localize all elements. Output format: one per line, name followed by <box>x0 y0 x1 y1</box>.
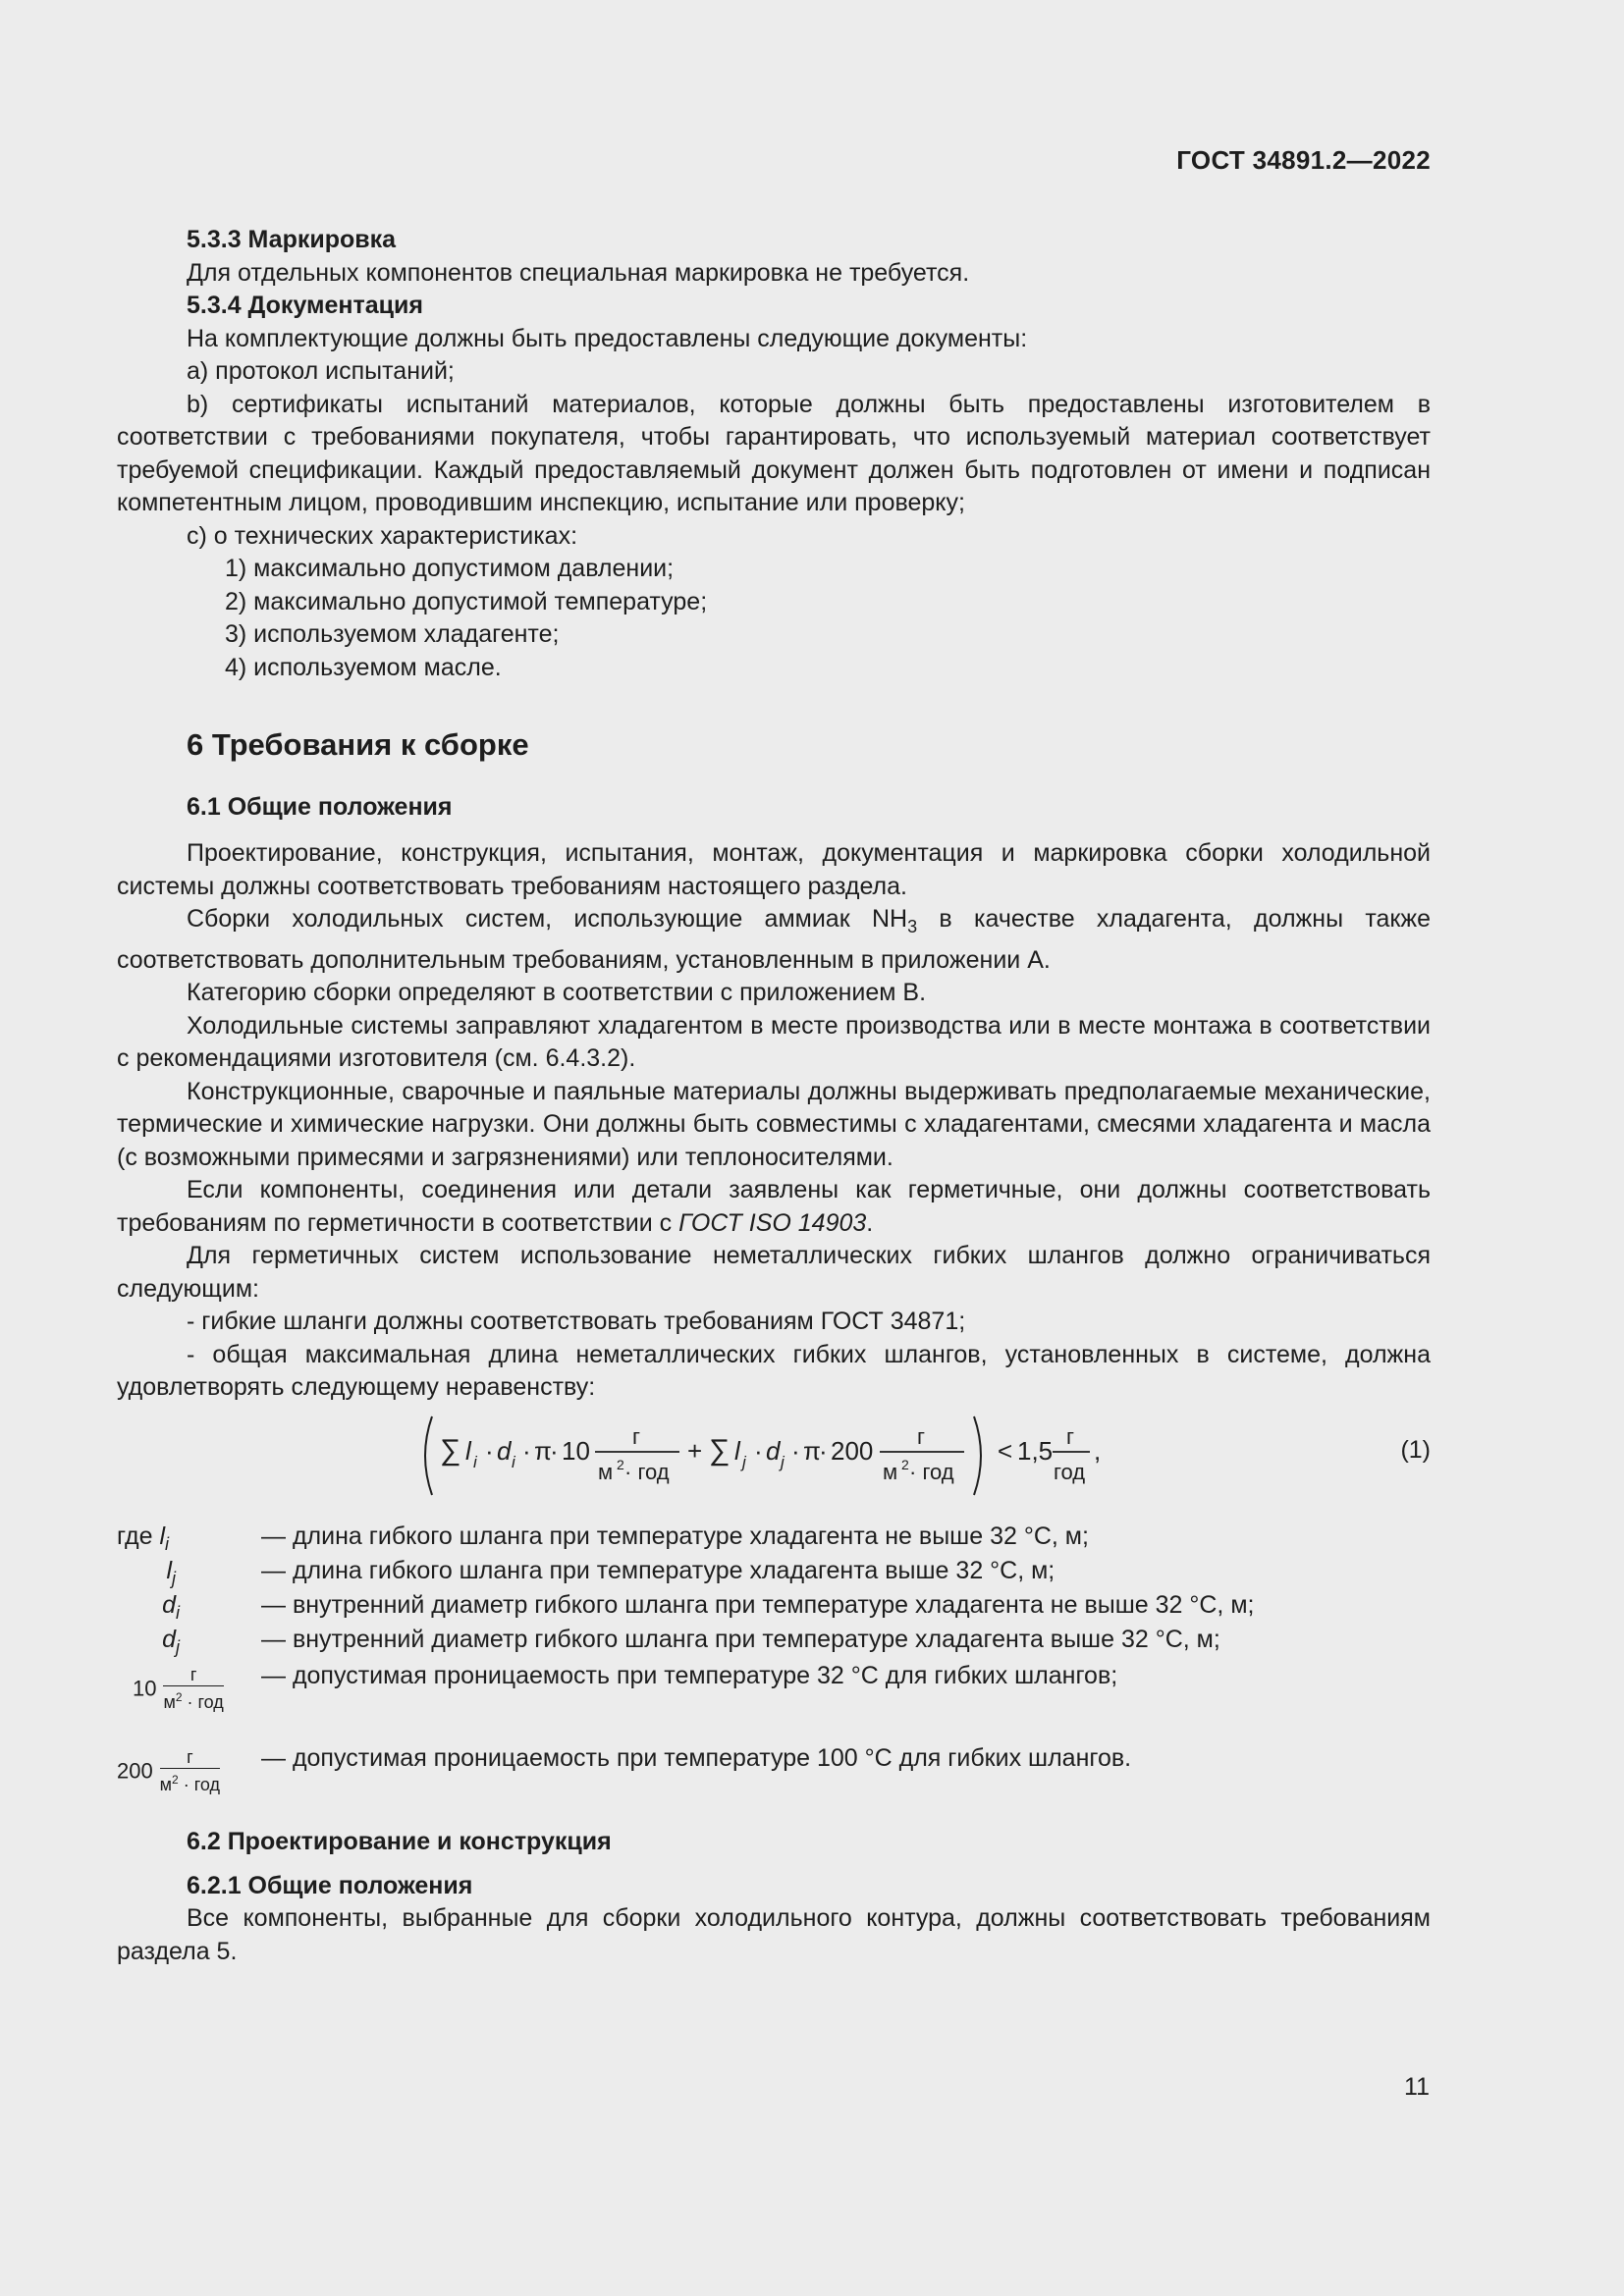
paragraph-tightness: Если компоненты, соединения или детали заявлены как герметичные, они должны соответствовать требованиям по герметичности в соответствии с ГОСТ ISO 14903. <box>117 1176 1431 1237</box>
paragraph: Категорию сборки определяют в соответствии с приложением В. <box>187 979 927 1006</box>
legend-symbol: $l_j$ <box>166 1556 176 1588</box>
legend-description: — допустимая проницаемость при температуре 32 °С для гибких шлангов; <box>261 1661 1118 1689</box>
svg-text:·: · <box>791 1435 800 1466</box>
svg-text:∑: ∑ <box>709 1433 731 1467</box>
svg-text:l: l <box>734 1435 740 1466</box>
legend-row <box>117 1589 1431 1624</box>
sub-list-item: 3) используемом хладагенте; <box>225 620 560 648</box>
list-item-a: a) протокол испытаний; <box>187 357 455 385</box>
svg-text:·: · <box>550 1435 559 1466</box>
svg-text:∑: ∑ <box>440 1433 461 1467</box>
section-6-2-1-text: Все компоненты, выбранные для сборки холодильного контура, должны соответствовать требованиям раздела 5. <box>117 1904 1431 1965</box>
legend-row-permeability-100 <box>117 1742 1431 1821</box>
svg-text:i: i <box>473 1452 477 1471</box>
svg-text:j: j <box>781 1452 785 1471</box>
section-6-title: 6 Требования к сборке <box>187 727 529 762</box>
svg-text:10: 10 <box>562 1435 590 1466</box>
svg-text:2: 2 <box>617 1456 624 1472</box>
list-item-c: c) о технических характеристиках: <box>187 521 578 550</box>
legend-symbol: 200 $\frac{г}{м^2 \cdot год}$ <box>117 1746 221 1794</box>
legend-row <box>117 1624 1431 1658</box>
svg-text:+: + <box>687 1435 703 1466</box>
svg-text:· год: · год <box>624 1459 670 1484</box>
svg-text:π: π <box>803 1435 821 1466</box>
section-5-3-4-intro: На комплектующие должны быть предоставлены следующие документы: <box>187 324 1028 352</box>
svg-text:· год: · год <box>909 1459 954 1484</box>
dash-item: - гибкие шланги должны соответствовать требованиям ГОСТ 34871; <box>187 1308 966 1335</box>
formula-1 <box>117 1413 1431 1499</box>
svg-text:м: м <box>883 1459 898 1484</box>
svg-text:<: < <box>998 1435 1013 1466</box>
legend-description: — длина гибкого шланга при температуре хладагента не выше 32 °С, м; <box>261 1522 1089 1550</box>
paragraph: Конструкционные, сварочные и паяльные материалы должны выдерживать предполагаемые механические, термические и химические нагрузки. Они должны быть совместимы с хладагентами, смесями хладагента и масла (с возможными примесями и загрязнениями) или теплоносителями. <box>117 1077 1431 1171</box>
section-6-1-title: 6.1 Общие положения <box>187 793 453 821</box>
legend-description: — внутренний диаметр гибкого шланга при температуре хладагента выше 32 °С, м; <box>261 1625 1220 1653</box>
svg-text:·: · <box>819 1435 828 1466</box>
paragraph-ammonia: Сборки холодильных систем, использующие аммиак $NH_3$ в качестве хладагента, должны также соответствовать дополнительным требованиям, установленным в приложении А. <box>117 905 1431 974</box>
page-number: 11 <box>1404 2073 1430 2101</box>
svg-text:,: , <box>1094 1435 1102 1466</box>
legend-row <box>117 1521 1431 1555</box>
svg-text:π: π <box>534 1435 552 1466</box>
svg-text:d: d <box>497 1435 512 1466</box>
legend-symbol: $d_j$ <box>162 1625 180 1657</box>
legend-description: — длина гибкого шланга при температуре хладагента выше 32 °С, м; <box>261 1556 1056 1584</box>
dash-item: - общая максимальная длина неметаллических гибких шлангов, установленных в системе, должна удовлетворять следующему неравенству: <box>117 1340 1431 1401</box>
paragraph: Для герметичных систем использование неметаллических гибких шлангов должно ограничиваться следующим: <box>117 1242 1431 1303</box>
svg-text:1,5: 1,5 <box>1017 1435 1054 1466</box>
svg-text:i: i <box>512 1452 515 1471</box>
standard-reference: ГОСТ ISO 14903 <box>678 1208 867 1237</box>
svg-text:l: l <box>465 1435 471 1466</box>
inequality-formula <box>418 1413 1282 1499</box>
list-item-b: b) сертификаты испытаний материалов, которые должны быть предоставлены изготовителем в соответствии с требованиями покупателя, чтобы гарантировать, что используемый материал соответствует требуемой спецификации. Каждый предоставляемый документ должен быть подготовлен от имени и подписан компетентным лицом, проводившим инспекцию, испытание или проверку; <box>117 390 1431 516</box>
sub-list-item: 2) максимально допустимой температуре; <box>225 587 708 615</box>
document-code-header: ГОСТ 34891.2—2022 <box>1176 145 1431 175</box>
legend-row-permeability-32 <box>117 1658 1431 1742</box>
section-6-2-title: 6.2 Проектирование и конструкция <box>187 1827 612 1855</box>
legend-description: — внутренний диаметр гибкого шланга при температуре хладагента не выше 32 °С, м; <box>261 1590 1255 1619</box>
svg-text:г: г <box>1065 1423 1075 1449</box>
section-5-3-3-text: Для отдельных компонентов специальная маркировка не требуется. <box>187 258 970 287</box>
section-5-3-3-title: 5.3.3 Маркировка <box>187 226 397 253</box>
svg-text:2: 2 <box>901 1456 909 1472</box>
svg-text:j: j <box>742 1452 746 1471</box>
svg-text:·: · <box>485 1435 494 1466</box>
page-content <box>117 224 1431 1968</box>
svg-text:г: г <box>916 1423 926 1449</box>
formula-legend <box>117 1521 1431 1821</box>
paragraph: Холодильные системы заправляют хладагентом в месте производства или в месте монтажа в соответствии с рекомендациями изготовителя (см. 6.4.3.2). <box>117 1011 1431 1072</box>
svg-text:·: · <box>522 1435 531 1466</box>
section-6-2-1-title: 6.2.1 Общие положения <box>187 1871 473 1899</box>
svg-text:d: d <box>766 1435 781 1466</box>
svg-text:г: г <box>631 1423 641 1449</box>
paragraph: Проектирование, конструкция, испытания, монтаж, документация и маркировка сборки холодильной системы должны соответствовать требованиям настоящего раздела. <box>117 839 1431 900</box>
svg-text:м: м <box>598 1459 614 1484</box>
legend-symbol: 10 $\frac{г}{м^2 \cdot год}$ <box>133 1664 224 1712</box>
section-5-3-4-title: 5.3.4 Документация <box>187 292 423 319</box>
legend-symbol: где $l_i$ <box>117 1522 169 1554</box>
svg-text:год: год <box>1054 1459 1086 1484</box>
sub-list-item: 1) максимально допустимом давлении; <box>225 555 675 582</box>
legend-symbol: $d_i$ <box>162 1590 180 1623</box>
sub-list-item: 4) используемом масле. <box>225 653 502 681</box>
svg-text:200: 200 <box>831 1435 874 1466</box>
legend-row <box>117 1555 1431 1589</box>
svg-text:·: · <box>754 1435 763 1466</box>
legend-description: — допустимая проницаемость при температуре 100 °С для гибких шлангов. <box>261 1743 1132 1772</box>
equation-number: (1) <box>1400 1435 1431 1464</box>
